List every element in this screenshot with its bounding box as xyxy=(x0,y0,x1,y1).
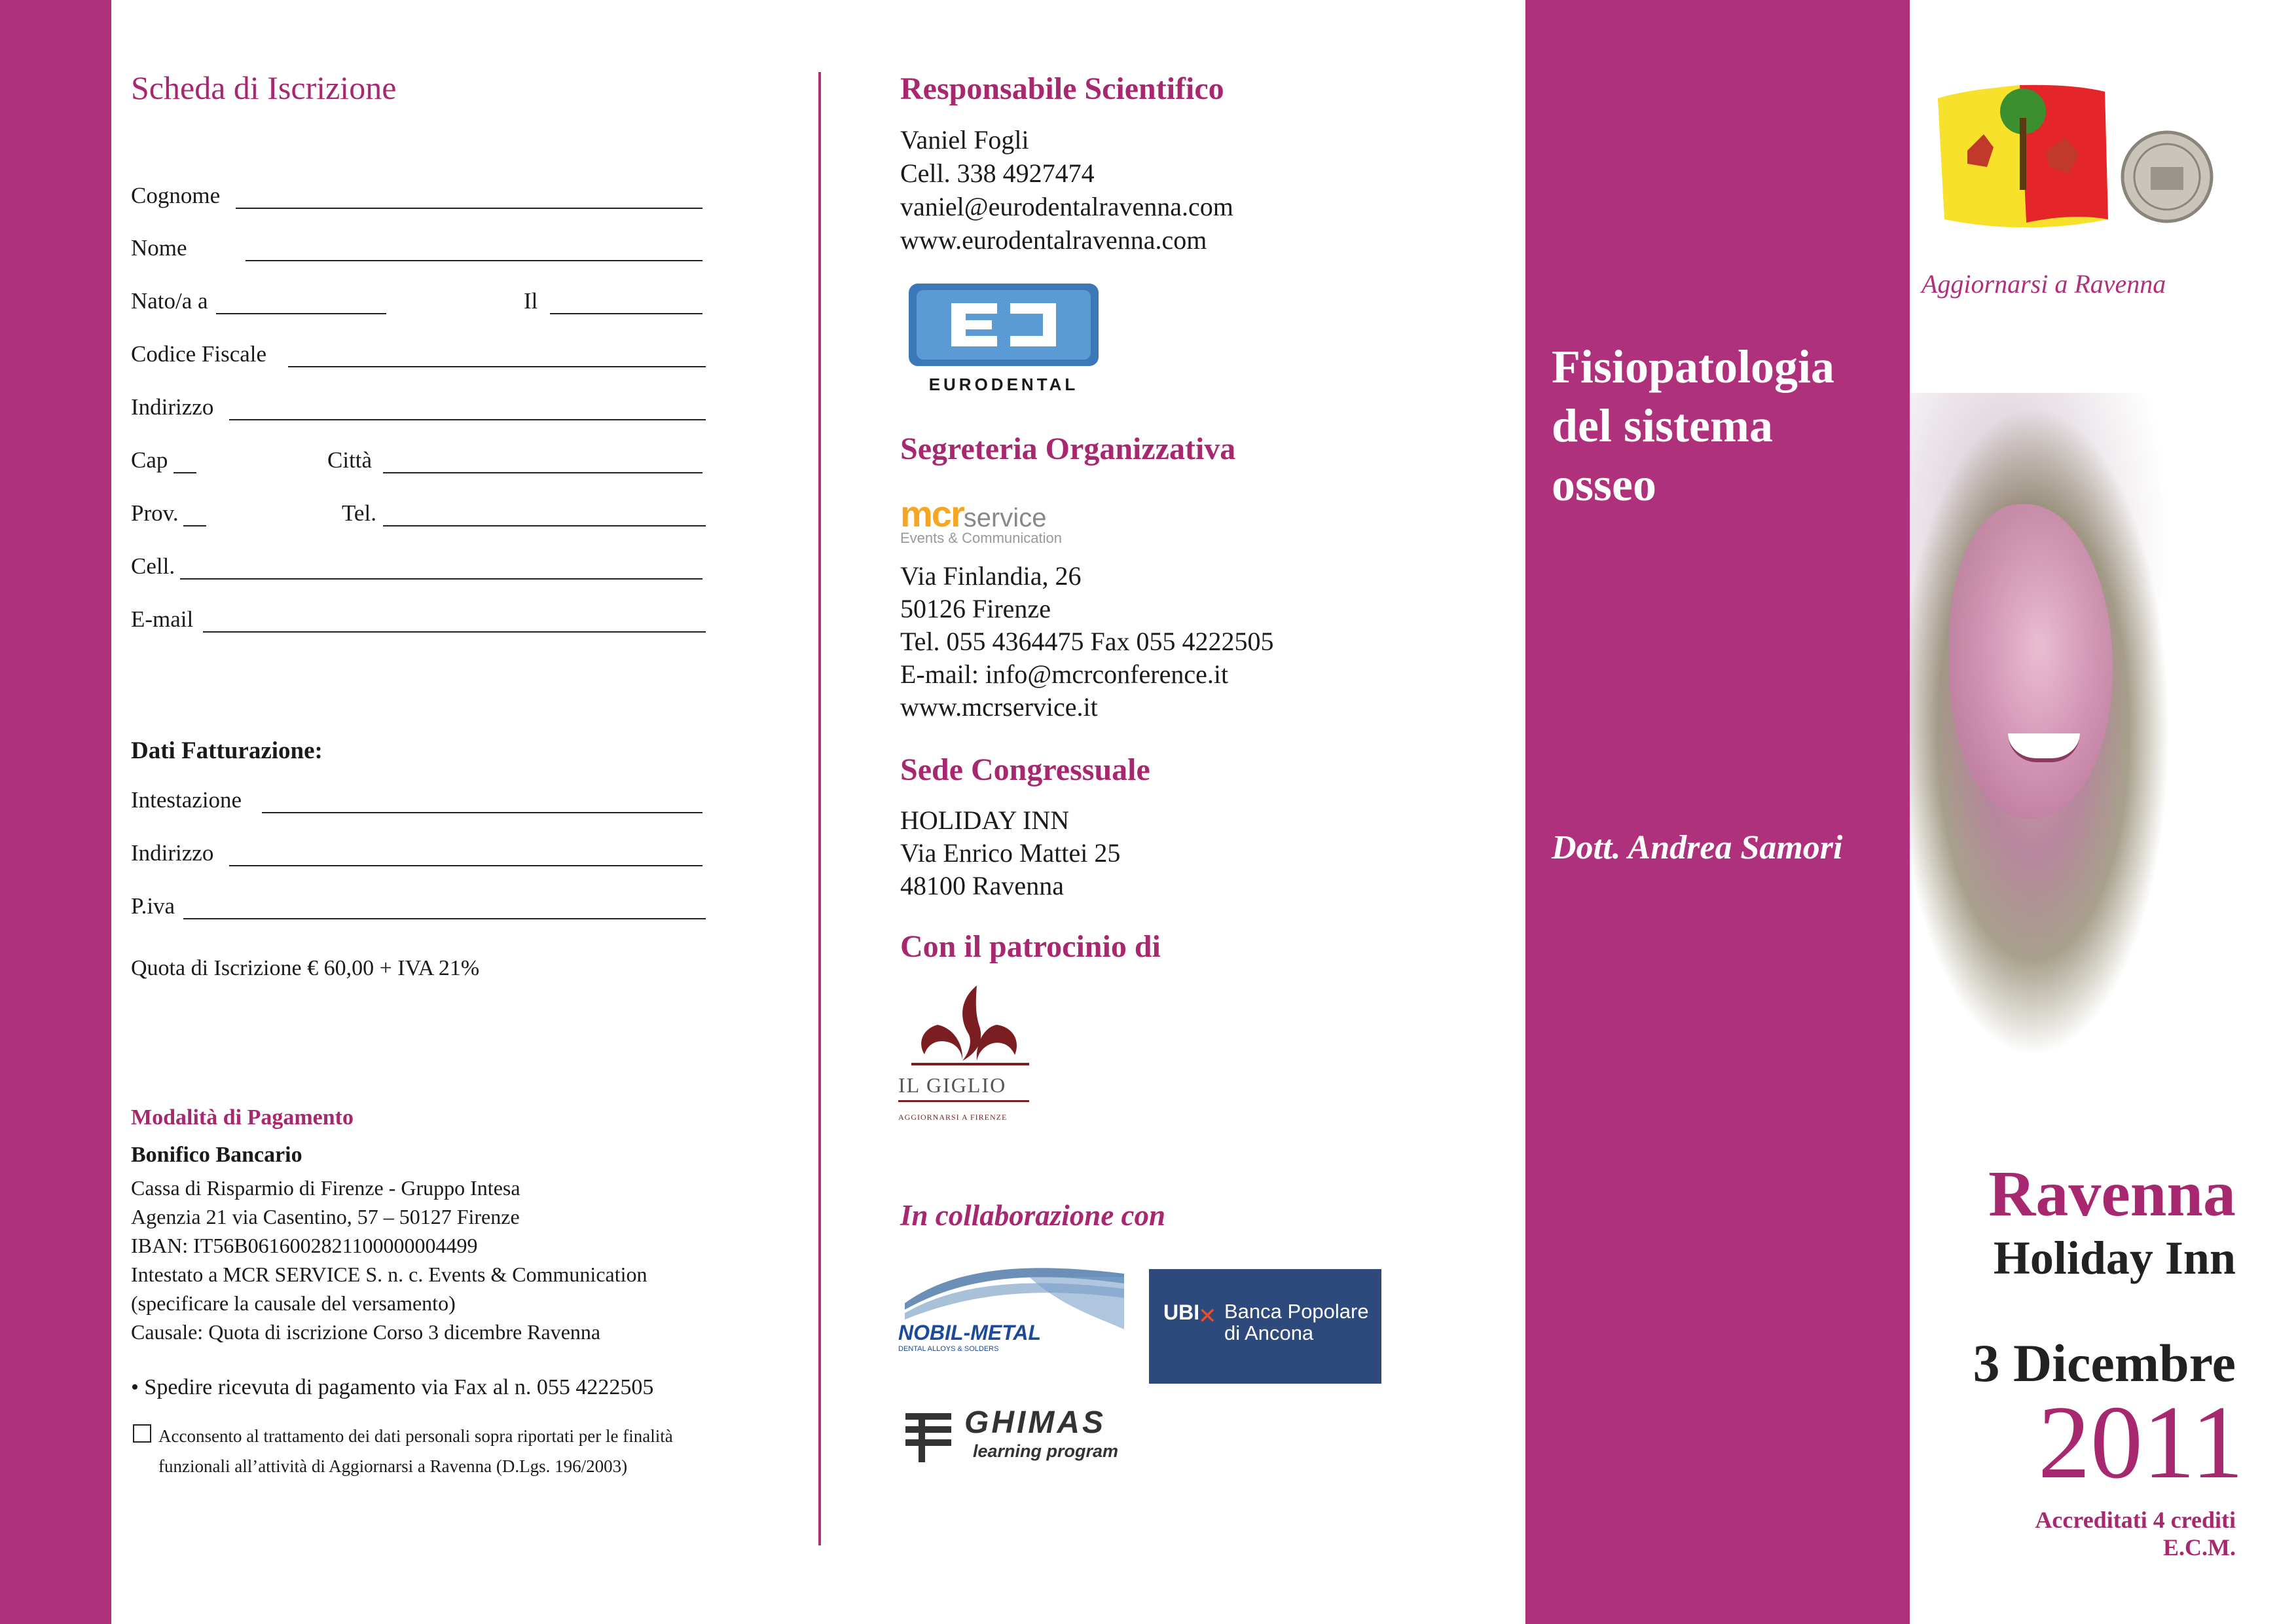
payment-details xyxy=(131,1173,647,1346)
form-field-input-line[interactable] xyxy=(173,472,196,473)
consent-text xyxy=(158,1421,673,1481)
form-field-row xyxy=(131,180,720,213)
ghimas-text: GHIMAS xyxy=(964,1405,1106,1440)
payment-line: (specificare la causale del versamento) xyxy=(131,1291,456,1315)
ubi-logo-mark-icon: ✕ xyxy=(1198,1303,1217,1329)
nobil-metal-logo xyxy=(898,1257,1134,1375)
lily-icon xyxy=(898,979,1042,1067)
form-field-row xyxy=(131,551,720,583)
panel-divider xyxy=(818,72,821,1545)
mcr-logo-main: mcr xyxy=(900,493,964,534)
scientific-title: Responsabile Scientifico xyxy=(900,71,1224,106)
form-field-input-line[interactable] xyxy=(383,525,706,526)
form-field-input-line[interactable] xyxy=(246,260,702,261)
cover-title-line: del sistema xyxy=(1552,399,1773,452)
billing-field-row xyxy=(131,784,720,817)
payment-method: Bonifico Bancario xyxy=(131,1143,302,1167)
ghimas-sub: learning program xyxy=(973,1441,1119,1461)
nobil-metal-text: NOBIL-METAL xyxy=(898,1321,1042,1344)
form-field-row xyxy=(131,339,720,371)
form-field-label: Il xyxy=(524,288,538,314)
secretariat-city: 50126 Firenze xyxy=(900,594,1051,623)
payment-line: IBAN: IT56B0616002821100000004499 xyxy=(131,1234,478,1257)
fee-text: Quota di Iscrizione € 60,00 + IVA 21% xyxy=(131,956,480,980)
il-giglio-logo xyxy=(898,979,1042,1126)
form-field-input-line[interactable] xyxy=(288,366,706,367)
ghimas-logo xyxy=(902,1405,1131,1477)
secretariat-email[interactable]: E-mail: info@mcrconference.it xyxy=(900,659,1229,689)
ubi-logo-text: UBI xyxy=(1163,1301,1200,1324)
contact-name: Vaniel Fogli xyxy=(900,125,1029,155)
payment-line: Cassa di Risparmio di Firenze - Gruppo Intesa xyxy=(131,1176,520,1200)
giglio-logo-underline xyxy=(898,1100,1029,1102)
contact-website[interactable]: www.eurodentalravenna.com xyxy=(900,225,1207,255)
cover-date: 3 Dicembre xyxy=(1973,1333,2236,1393)
payment-line: Agenzia 21 via Casentino, 57 – 50127 Firenze xyxy=(131,1205,520,1228)
giglio-logo-text: IL GIGLIO xyxy=(898,1073,1007,1097)
credits-line: Accreditati 4 crediti xyxy=(2035,1507,2236,1533)
patronage-title: Con il patrocinio di xyxy=(900,929,1161,964)
mcr-logo-service: service xyxy=(963,504,1047,532)
portrait-face xyxy=(1949,504,2113,819)
billing-field-row xyxy=(131,838,720,870)
billing-field-label: Indirizzo xyxy=(131,840,214,866)
mcr-logo-sub: Events & Communication xyxy=(900,530,1062,546)
consent-line: funzionali all’attività di Aggiornarsi a Ravenna (D.Lgs. 196/2003) xyxy=(158,1456,628,1476)
fax-note: • Spedire ricevuta di pagamento via Fax al n. 055 4222505 xyxy=(131,1375,654,1399)
venue-street: Via Enrico Mattei 25 xyxy=(900,838,1121,868)
coat-of-arms-icon xyxy=(1928,79,2216,236)
form-field-input-line[interactable] xyxy=(180,578,702,580)
form-field-label: E-mail xyxy=(131,606,194,632)
form-field-row xyxy=(131,392,720,424)
secretariat-website[interactable]: www.mcrservice.it xyxy=(900,692,1098,722)
cover-city: Ravenna xyxy=(1988,1157,2236,1230)
form-field-row xyxy=(131,445,720,477)
ubi-bank-line1: Banca Popolare xyxy=(1224,1300,1369,1323)
form-field-input-line[interactable] xyxy=(229,419,706,420)
form-field-row xyxy=(131,498,720,530)
ghimas-mark-icon xyxy=(902,1408,961,1467)
billing-field-row xyxy=(131,891,720,923)
form-field-input-line[interactable] xyxy=(550,313,702,314)
billing-title: Dati Fatturazione: xyxy=(131,737,323,764)
nobil-metal-swoosh-icon xyxy=(898,1257,1134,1329)
form-field-label: Prov. xyxy=(131,500,179,526)
form-field-label: Cell. xyxy=(131,553,175,579)
eurodental-logo-icon xyxy=(902,278,1105,370)
form-field-label: Città xyxy=(327,447,373,473)
consent-line: Acconsento al trattamento dei dati personali sopra riportati per le finalità xyxy=(158,1426,673,1446)
billing-field-input-line[interactable] xyxy=(229,865,702,866)
scientific-contact xyxy=(900,123,1233,257)
form-field-label: Nato/a a xyxy=(131,288,208,314)
billing-field-label: Intestazione xyxy=(131,787,242,813)
cover-credits xyxy=(2035,1506,2236,1561)
cover-title-line: Fisiopatologia xyxy=(1552,341,1835,393)
payment-title: Modalità di Pagamento xyxy=(131,1105,354,1130)
consent-checkbox[interactable] xyxy=(133,1424,151,1443)
secretariat-contact xyxy=(900,560,1274,724)
form-field-label: Indirizzo xyxy=(131,394,214,420)
form-field-row xyxy=(131,604,720,637)
eurodental-logo-text: EURODENTAL xyxy=(928,375,1079,394)
form-field-label: Tel. xyxy=(342,500,376,526)
venue-city: 48100 Ravenna xyxy=(900,871,1064,900)
ubi-bank-line2: di Ancona xyxy=(1224,1321,1314,1344)
eurodental-logo xyxy=(902,278,1105,393)
credits-line: E.C.M. xyxy=(2163,1534,2236,1560)
ubi-bank-name xyxy=(1224,1301,1369,1344)
mcr-service-logo xyxy=(900,492,1110,558)
form-field-label: Nome xyxy=(131,235,187,261)
brand-signature: Aggiornarsi a Ravenna xyxy=(1922,269,2166,299)
form-field-input-line[interactable] xyxy=(183,525,206,526)
venue-name: HOLIDAY INN xyxy=(900,805,1070,835)
giglio-logo-sub: AGGIORNARSI A FIRENZE xyxy=(898,1113,1008,1122)
payment-line: Intestato a MCR SERVICE S. n. c. Events & Communication xyxy=(131,1263,647,1286)
secretariat-address: Via Finlandia, 26 xyxy=(900,561,1082,591)
form-field-label: Cap xyxy=(131,447,168,473)
form-field-row xyxy=(131,286,720,318)
form-field-input-line[interactable] xyxy=(216,313,386,314)
ubi-banca-logo xyxy=(1149,1269,1381,1384)
billing-field-label: P.iva xyxy=(131,893,175,919)
contact-email[interactable]: vaniel@eurodentalravenna.com xyxy=(900,192,1233,221)
left-margin-band xyxy=(0,0,111,1624)
form-field-input-line[interactable] xyxy=(236,208,702,209)
secretariat-title: Segreteria Organizzativa xyxy=(900,432,1236,466)
form-field-label: Cognome xyxy=(131,183,221,208)
form-field-input-line[interactable] xyxy=(383,472,702,473)
portrait-photo xyxy=(1910,393,2296,1146)
speaker-name: Dott. Andrea Samori xyxy=(1552,829,1843,866)
nobil-metal-sub: DENTAL ALLOYS & SOLDERS xyxy=(898,1345,999,1353)
cover-title-line: osseo xyxy=(1552,458,1656,511)
secretariat-phone: Tel. 055 4364475 Fax 055 4222505 xyxy=(900,627,1274,656)
venue-title: Sede Congressuale xyxy=(900,752,1150,787)
venue-details xyxy=(900,804,1120,902)
form-field-row xyxy=(131,232,720,265)
contact-phone: Cell. 338 4927474 xyxy=(900,158,1095,188)
cover-year: 2011 xyxy=(2037,1384,2244,1500)
cover-hotel: Holiday Inn xyxy=(1993,1232,2236,1284)
billing-field-input-line[interactable] xyxy=(183,918,706,919)
ravenna-coat-of-arms xyxy=(1928,79,2216,236)
cover-title-band xyxy=(1525,0,1910,1624)
form-field-label: Codice Fiscale xyxy=(131,341,267,367)
payment-line: Causale: Quota di iscrizione Corso 3 dicembre Ravenna xyxy=(131,1320,601,1344)
form-field-input-line[interactable] xyxy=(203,631,706,633)
collab-title: In collaborazione con xyxy=(900,1199,1166,1232)
billing-field-input-line[interactable] xyxy=(262,812,702,813)
form-title: Scheda di Iscrizione xyxy=(131,69,397,106)
cover-title xyxy=(1552,337,1834,514)
